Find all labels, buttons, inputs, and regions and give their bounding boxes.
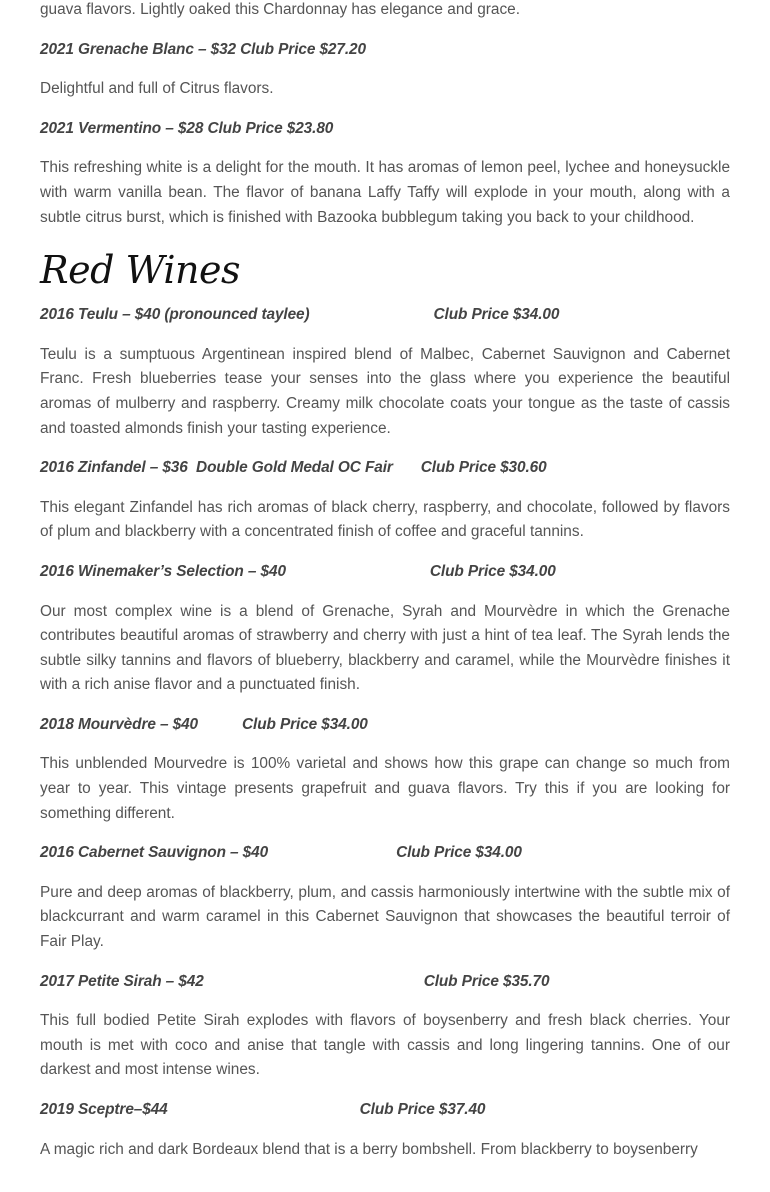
- wine-description-sceptre: A magic rich and dark Bordeaux blend that is a berry bombshell. From blackberry to boysenberry: [40, 1140, 698, 1158]
- wine-description-vermentino: This refreshing white is a delight for the mouth. It has aromas of lemon peel, lychee and honeysuckle with warm vanilla bean. The flavor of banana Laffy Taffy will explode in your mouth, along with a subtle citrus burst, which is finished with Bazooka bubblegum taking you back to your childhood.: [40, 159, 730, 226]
- wine-description-zinfandel: This elegant Zinfandel has rich aromas of black cherry, raspberry, and chocolate, followed by flavors of plum and blackberry with a concentrated finish of coffee and graceful tannins.: [40, 498, 730, 541]
- wine-name-price: 2021 Grenache Blanc – $32 Club Price $27.20: [40, 40, 366, 58]
- wine-name-price: 2016 Winemaker’s Selection – $40: [40, 562, 286, 580]
- club-price: Club Price $34.00: [429, 562, 556, 580]
- wine-title-petite-sirah: [40, 970, 730, 995]
- wine-name-price: 2016 Zinfandel – $36 Double Gold Medal OC Fair: [40, 459, 393, 477]
- wine-title-zinfandel: [40, 456, 730, 481]
- wine-name-price: 2021 Vermentino – $28 Club Price $23.80: [40, 119, 334, 137]
- wine-name-price: 2018 Mourvèdre – $40: [40, 715, 198, 733]
- wine-title-grenache-blanc: [40, 38, 730, 63]
- club-price: Club Price $34.00: [433, 306, 560, 324]
- wine-description-grenache-blanc: Delightful and full of Citrus flavors.: [40, 80, 274, 98]
- wine-description-teulu: Teulu is a sumptuous Argentinean inspired blend of Malbec, Cabernet Sauvignon and Cabernet Franc. Fresh blueberries tease your senses into the glass where you experience the beautiful aromas of mulberry and raspberry. Creamy milk chocolate coats your tongue as the taste of cassis and toasted almonds finish your tasting experience.: [40, 345, 730, 437]
- wine-name-price: 2016 Teulu – $40 (pronounced taylee): [40, 306, 310, 324]
- chardonnay-description-tail: guava flavors. Lightly oaked this Chardonnay has elegance and grace.: [40, 1, 520, 18]
- wine-title-teulu: [40, 303, 730, 328]
- wine-description-cabernet-sauvignon: Pure and deep aromas of blackberry, plum, and cassis harmoniously intertwine with the subtle mix of blackcurrant and warm caramel in this Cabernet Sauvignon that showcases the beautiful terroir of Fair Play.: [40, 883, 730, 951]
- wine-name-price: 2017 Petite Sirah – $42: [40, 972, 204, 990]
- club-price: Club Price $34.00: [242, 715, 368, 733]
- wine-title-winemakers-selection: [40, 560, 730, 585]
- club-price: Club Price $35.70: [423, 972, 550, 990]
- section-heading-red-wines: Red Wines: [40, 248, 241, 293]
- club-price: Club Price $37.40: [359, 1101, 486, 1118]
- wine-title-sceptre: [40, 1098, 730, 1123]
- wine-name-price: 2019 Sceptre–$44: [40, 1101, 168, 1118]
- wine-description-winemakers-selection: Our most complex wine is a blend of Grenache, Syrah and Mourvèdre in which the Grenache contributes beautiful aromas of strawberry and cherry with just a hint of tea leaf. The Syrah lends the subtle silky tannins and flavors of blueberry, blackberry and caramel, while the Mourvèdre finishes it with a rich anise flavor and a punctuated finish.: [40, 602, 730, 694]
- wine-description-mourvedre: This unblended Mourvedre is 100% varietal and shows how this grape can change so much from year to year. This vintage presents grapefruit and guava flavors. Try this if you are looking for something different.: [40, 755, 730, 822]
- wine-title-mourvedre: [40, 713, 730, 738]
- wine-title-cabernet-sauvignon: [40, 841, 730, 866]
- wine-list-content: [40, 0, 730, 1177]
- club-price: Club Price $34.00: [396, 844, 522, 862]
- club-price: Club Price $30.60: [420, 459, 547, 477]
- wine-title-vermentino: [40, 117, 730, 142]
- wine-name-price: 2016 Cabernet Sauvignon – $40: [40, 844, 269, 862]
- wine-description-petite-sirah: This full bodied Petite Sirah explodes with flavors of boysenberry and fresh black cherries. Your mouth is met with coco and anise that tangle with cassis and long lingering tannins. One of our darkest and most intense wines.: [40, 1012, 730, 1079]
